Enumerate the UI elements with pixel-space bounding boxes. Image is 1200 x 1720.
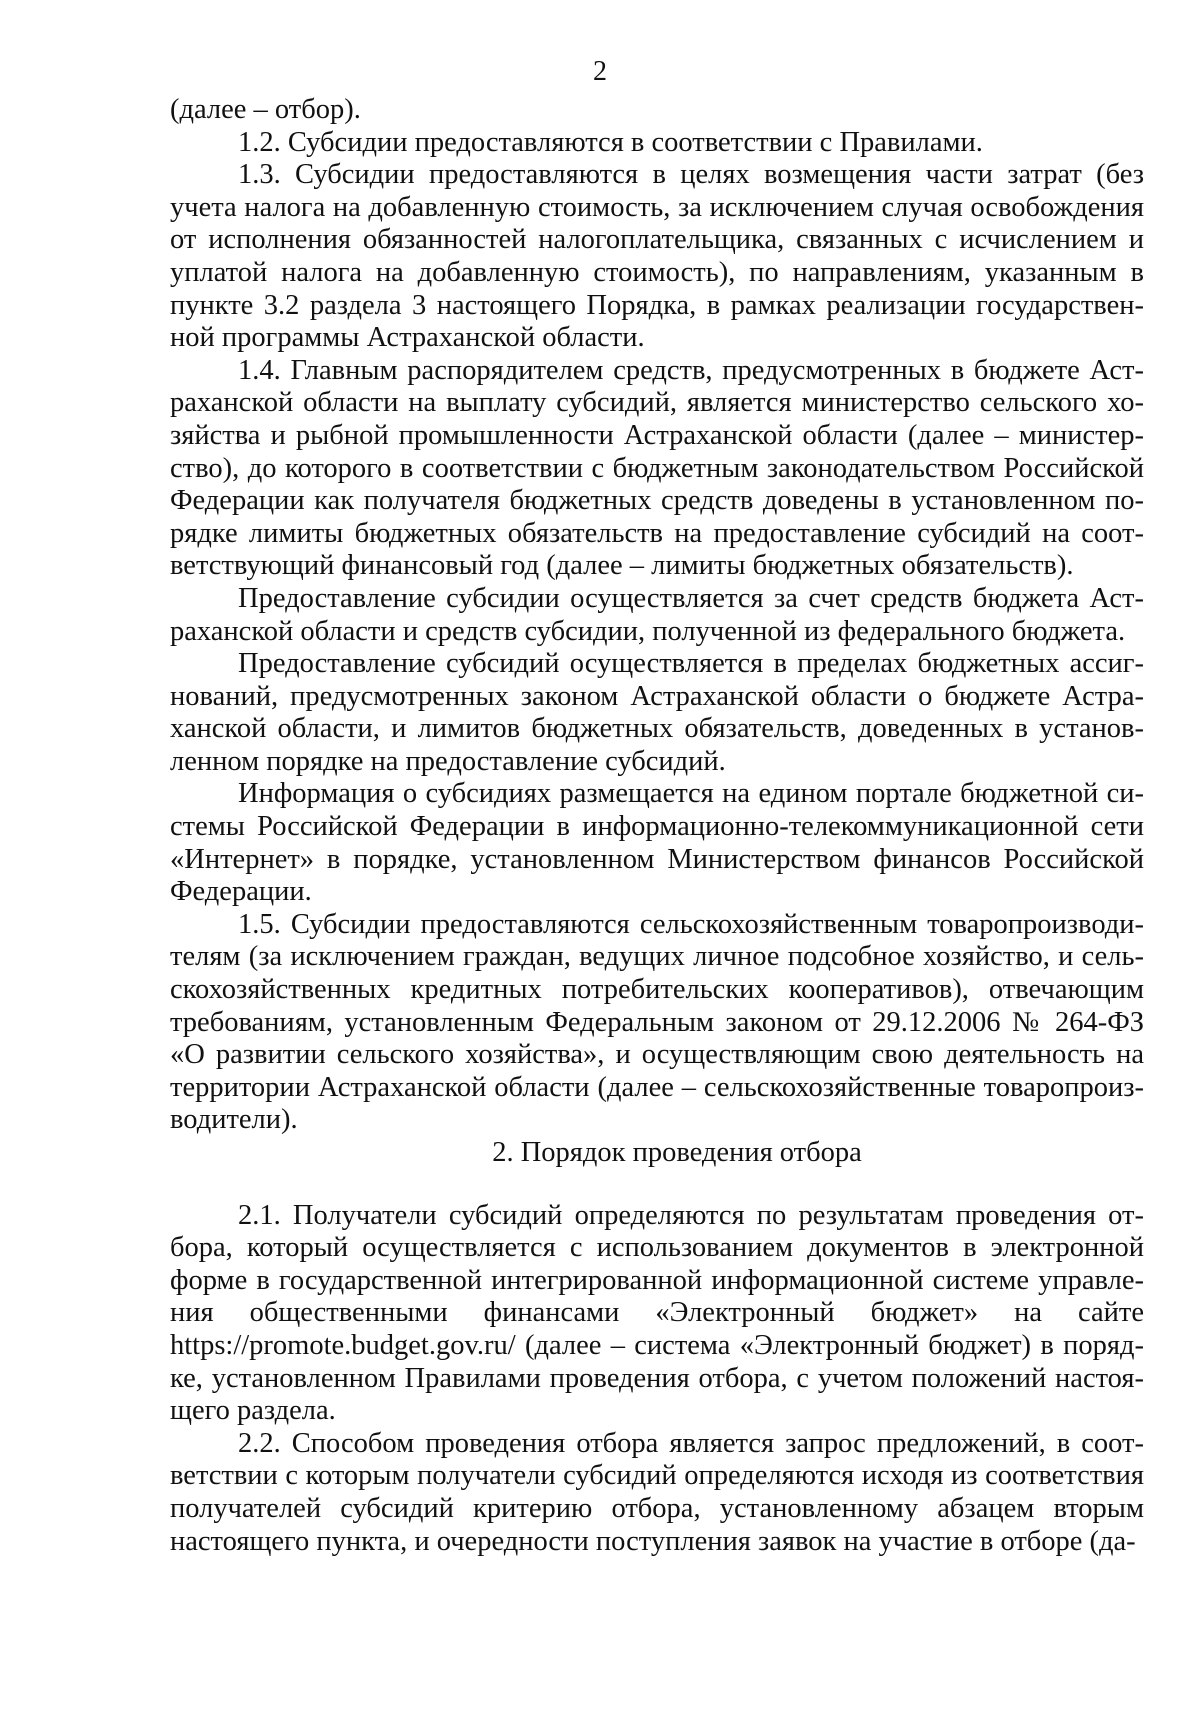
page-number: 2 bbox=[593, 56, 607, 87]
paragraph-1-3: 1.3. Субсидии предоставляются в целях возмещения части затрат (без учета налога на добавленную стоимость, за исключением случая освобождения от исполнения обязанностей налогоплательщика, связанных с исчислением и уплатой налога на добавленную стоимость), по направлениям, указанным в пункте 3.2 раздела 3 настоящего Порядка, в рамках реализации государственной программы Астраханской области. bbox=[170, 159, 1144, 354]
paragraph-funding-source: Предоставление субсидии осуществляется за счет средств бюджета Астраханской области и средств субсидии, полученной из федерального бюджета. bbox=[170, 582, 1144, 647]
paragraph-budget-limits: Предоставление субсидий осуществляется в пределах бюджетных ассигнований, предусмотренных законом Астраханской области о бюджете Астраханской области, и лимитов бюджетных обязательств, доведенных в установленном порядке на предоставление субсидий. bbox=[170, 648, 1144, 777]
section-gap bbox=[170, 1170, 1144, 1200]
paragraph-1-5: 1.5. Субсидии предоставляются сельскохозяйственным товаропроизводителям (за исключением граждан, ведущих личное подсобное хозяйство, и сельскохозяйственных кредитных потребительских кооперативов), отвечающим требованиям, установленным Федеральным законом от 29.12.2006 № 264-ФЗ «О развитии сельского хозяйства», и осуществляющим свою деятельность на территории Астраханской области (далее – сельскохозяйственные товаропроизводители). bbox=[170, 908, 1144, 1136]
document-body bbox=[170, 94, 1144, 1558]
paragraph-1-2: 1.2. Субсидии предоставляются в соответствии с Правилами. bbox=[238, 126, 983, 158]
paragraph-2-1: 2.1. Получатели субсидий определяются по результатам проведения отбора, который осуществляется с использованием документов в электронной форме в государственной интегрированной информационной системе управления общественными финансами «Электронный бюджет» на сайте https://promote.budget.gov.ru/ (далее – система «Электронный бюджет) в порядке, установленном Правилами проведения отбора, с учетом положений настоящего раздела. bbox=[170, 1199, 1144, 1427]
paragraph-continuation: (далее – отбор). bbox=[170, 94, 361, 125]
paragraph-1-4: 1.4. Главным распорядителем средств, предусмотренных в бюджете Астраханской области на выплату субсидий, является министерство сельского хозяйства и рыбной промышленности Астраханской области (далее – министерство), до которого в соответствии с бюджетным законодательством Российской Федерации как получателя бюджетных средств доведены в установленном порядке лимиты бюджетных обязательств на предоставление субсидий на соответствующий финансовый год (далее – лимиты бюджетных обязательств). bbox=[170, 354, 1144, 582]
section-title: 2. Порядок проведения отбора bbox=[492, 1137, 862, 1168]
paragraph-2-2: 2.2. Способом проведения отбора является запрос предложений, в соответствии с которым получатели субсидий определяются исходя из соответствия получателей субсидий критерию отбора, установленному абзацем вторым настоящего пункта, и очередности поступления заявок на участие в отборе (да- bbox=[170, 1427, 1144, 1557]
paragraph-portal-info: Информация о субсидиях размещается на едином портале бюджетной системы Российской Федерации в информационно-телекоммуникационной сети «Интернет» в порядке, установленном Министерством финансов Российской Федерации. bbox=[170, 778, 1144, 908]
